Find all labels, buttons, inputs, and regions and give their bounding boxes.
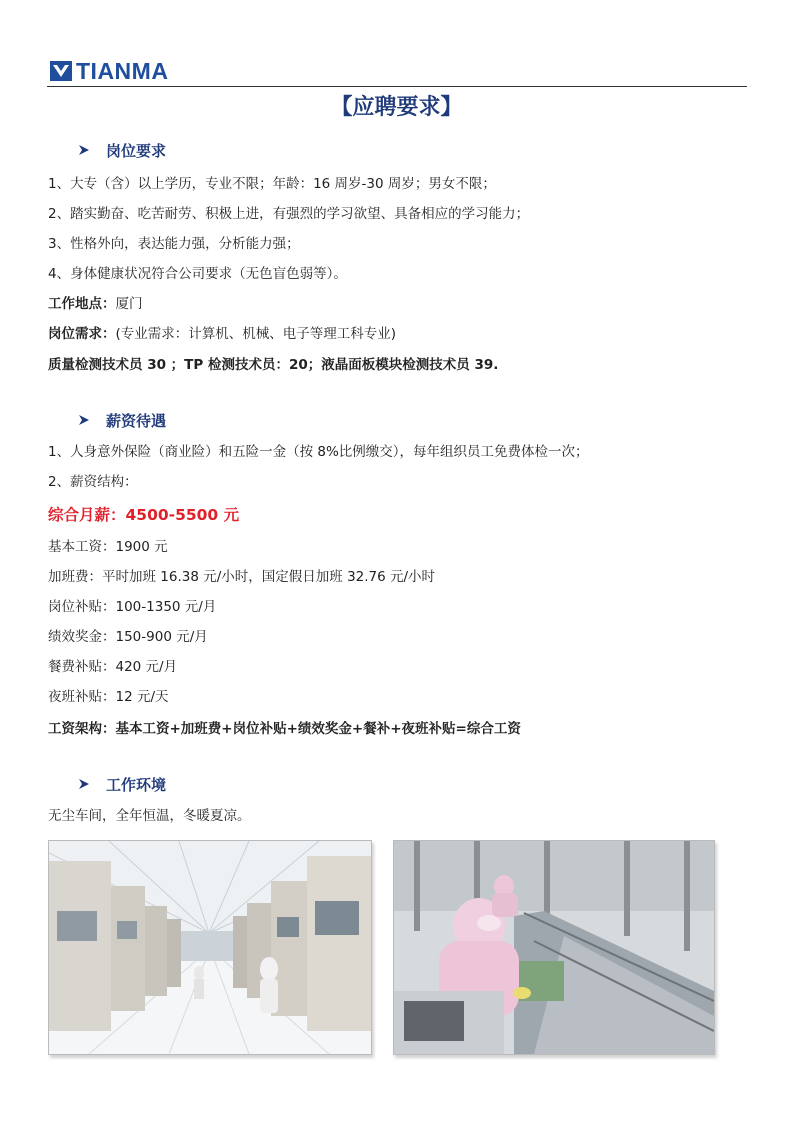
arrow-bullet-icon <box>78 144 90 156</box>
tianma-logo <box>50 58 168 84</box>
requirement-item: 2、踏实勤奋、吃苦耐劳、积极上进，有强烈的学习欲望、具备相应的学习能力； <box>48 206 530 222</box>
salary-breakdown-item: 基本工资：1900 元 <box>48 539 168 555</box>
benefit-item: 2、薪资结构： <box>48 474 138 490</box>
section-heading-requirements <box>78 138 166 162</box>
section-heading-benefits <box>78 408 166 432</box>
monthly-salary: 综合月薪：4500-5500 元 <box>48 506 240 524</box>
arrow-bullet-icon <box>78 778 90 790</box>
salary-breakdown-item: 餐费补贴：420 元/月 <box>48 659 178 675</box>
position-counts: 质量检测技术员 30 ；TP 检测技术员：20；液晶面板模块检测技术员 39. <box>48 357 499 373</box>
salary-breakdown-item: 岗位补贴：100-1350 元/月 <box>48 599 217 615</box>
section-heading-environment <box>78 772 166 796</box>
logo-text: TIANMA <box>76 58 169 84</box>
tianma-logo-icon <box>50 61 72 81</box>
arrow-bullet-icon <box>78 414 90 426</box>
requirement-item: 1、大专（含）以上学历，专业不限；年龄：16 周岁-30 周岁；男女不限； <box>48 176 496 192</box>
work-location <box>48 294 143 314</box>
position-demand <box>48 324 396 344</box>
requirement-item: 4、身体健康状况符合公司要求（无色盲色弱等）。 <box>48 266 347 282</box>
production-line-photo <box>393 840 715 1055</box>
requirement-item: 3、性格外向，表达能力强，分析能力强； <box>48 236 300 252</box>
page-title: 【应聘要求】 <box>330 95 463 120</box>
section-heading-label: 岗位要求 <box>106 141 167 160</box>
section-heading-label: 工作环境 <box>106 775 167 794</box>
section-heading-label: 薪资待遇 <box>106 411 167 430</box>
environment-description: 无尘车间，全年恒温，冬暖夏凉。 <box>48 808 251 824</box>
position-demand-value: (专业需求：计算机、机械、电子等理工科专业) <box>115 326 397 342</box>
salary-breakdown-item: 夜班补贴：12 元/天 <box>48 689 169 705</box>
header-divider <box>47 86 747 87</box>
salary-structure: 工资架构：基本工资+加班费+岗位补贴+绩效奖金+餐补+夜班补贴=综合工资 <box>48 721 521 737</box>
cleanroom-photo <box>48 840 372 1055</box>
benefit-item: 1、人身意外保险（商业险）和五险一金（按 8%比例缴交），每年组织员工免费体检一次； <box>48 444 589 460</box>
work-location-label: 工作地点： <box>48 296 116 312</box>
salary-breakdown-item: 加班费：平时加班 16.38 元/小时，国定假日加班 32.76 元/小时 <box>48 569 436 585</box>
salary-breakdown-item: 绩效奖金：150-900 元/月 <box>48 629 208 645</box>
position-demand-label: 岗位需求： <box>48 326 116 342</box>
work-location-value: 厦门 <box>115 296 143 312</box>
